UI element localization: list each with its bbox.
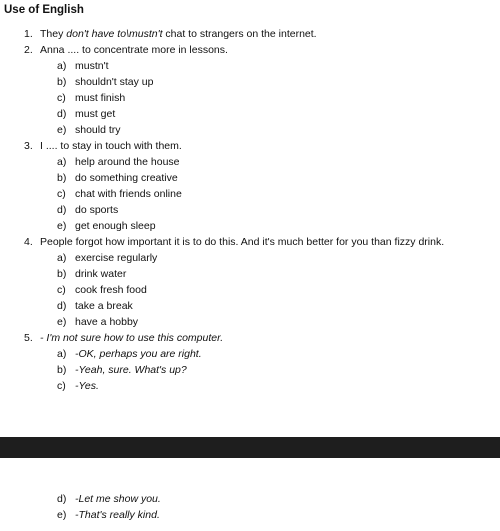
question-2 xyxy=(24,44,228,56)
option-5c: c) -Yes. xyxy=(57,380,99,392)
question-text-post: chat to strangers on the internet. xyxy=(162,28,317,40)
option-4b: b) drink water xyxy=(57,268,127,280)
option-2e: e) should try xyxy=(57,124,121,136)
question-text: - I'm not sure how to use this computer. xyxy=(40,332,224,344)
option-4c: c) cook fresh food xyxy=(57,284,147,296)
option-5d: d) -Let me show you. xyxy=(57,493,161,505)
question-text: I .... to stay in touch with them. xyxy=(40,140,182,152)
option-2a: a) mustn't xyxy=(57,60,109,72)
option-5b: b) -Yeah, sure. What's up? xyxy=(57,364,187,376)
question-number: 1. xyxy=(24,28,33,40)
question-number: 5. xyxy=(24,332,33,344)
page-title: Use of English xyxy=(4,4,84,16)
option-4e: e) have a hobby xyxy=(57,316,139,328)
option-5e: e) -That's really kind. xyxy=(57,509,160,521)
question-number: 3. xyxy=(24,140,33,152)
option-2b: b) shouldn't stay up xyxy=(57,76,154,88)
question-text: People forgot how important it is to do this. And it's much better for you than fizzy drink. xyxy=(40,236,445,248)
option-3d: d) do sports xyxy=(57,204,119,216)
option-3e: e) get enough sleep xyxy=(57,220,156,232)
question-5 xyxy=(24,332,223,344)
option-5a: a) -OK, perhaps you are right. xyxy=(57,348,202,360)
option-3c: c) chat with friends online xyxy=(57,188,182,200)
option-4d: d) take a break xyxy=(57,300,133,312)
option-4a: a) exercise regularly xyxy=(57,252,158,264)
option-3b: b) do something creative xyxy=(57,172,178,184)
option-2c: c) must finish xyxy=(57,92,126,104)
question-4 xyxy=(24,236,444,248)
option-2d: d) must get xyxy=(57,108,116,120)
question-1 xyxy=(24,28,317,40)
question-3 xyxy=(24,140,182,152)
question-number: 2. xyxy=(24,44,33,56)
page-break-band xyxy=(0,437,500,458)
question-text: Anna .... to concentrate more in lessons. xyxy=(40,44,228,56)
question-text-italic: don't have to\mustn't xyxy=(66,28,163,40)
question-number: 4. xyxy=(24,236,33,248)
option-3a: a) help around the house xyxy=(57,156,180,168)
question-text-pre: They xyxy=(40,28,67,40)
